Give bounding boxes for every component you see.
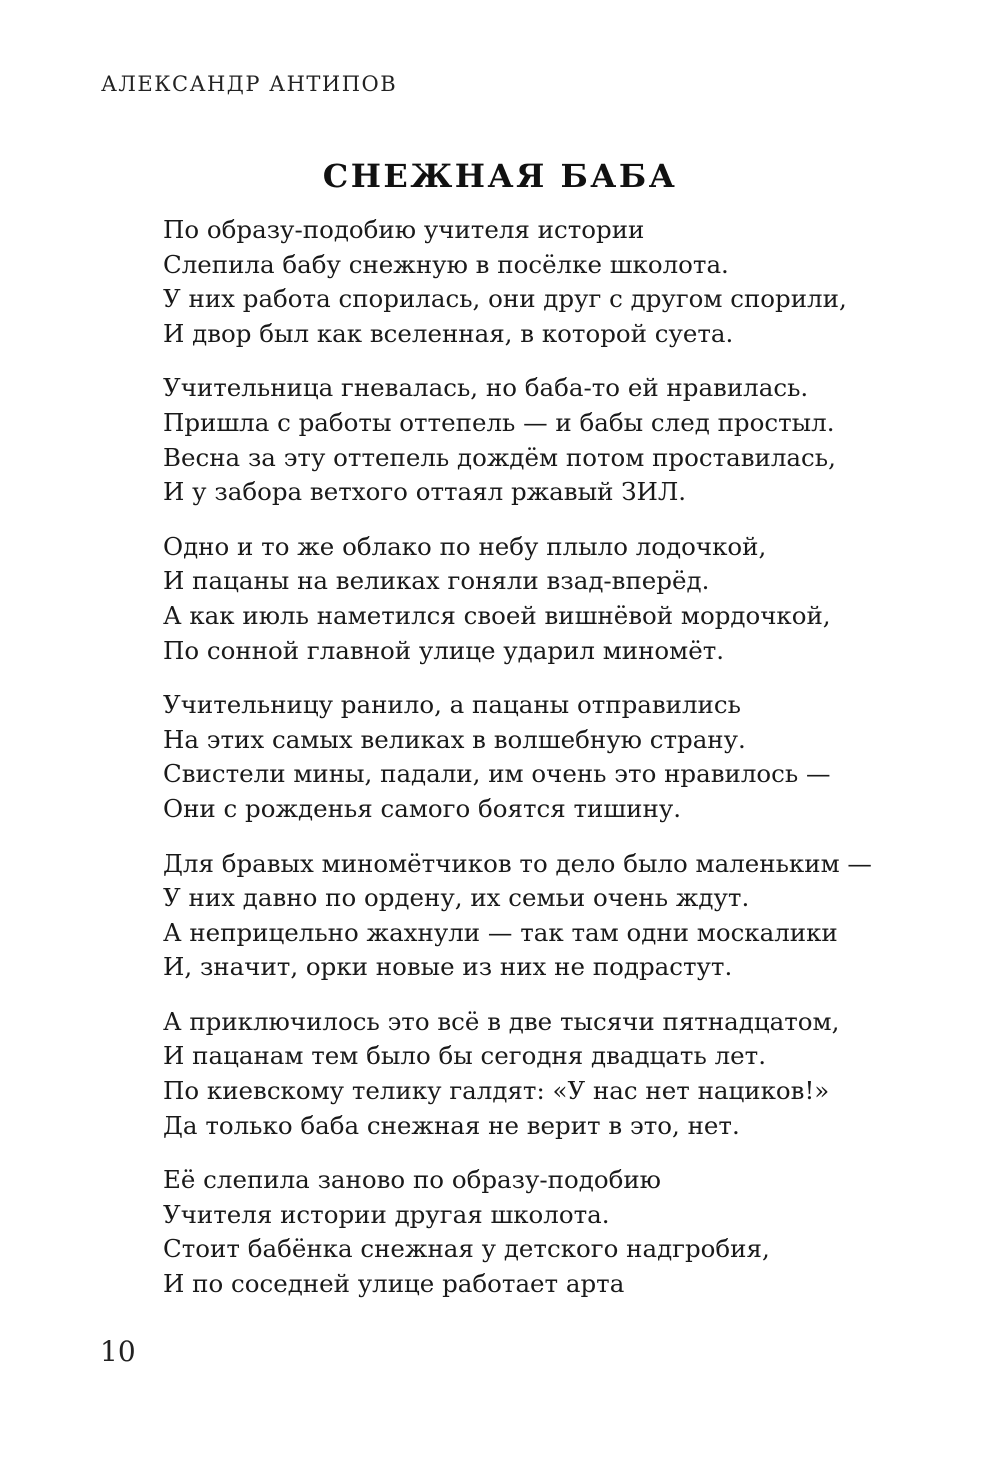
running-head-author: АЛЕКСАНДР АНТИПОВ	[101, 72, 398, 96]
poem-line: На этих самых великах в волшебную страну.	[163, 724, 746, 754]
poem-line: У них работа спорилась, они друг с другом спорили,	[163, 284, 847, 314]
poem-line: Учительница гневалась, но баба-то ей нравилась.	[163, 373, 809, 403]
poem-line: Для бравых миномётчиков то дело было маленьким —	[163, 848, 872, 878]
stanza-4	[163, 688, 943, 826]
poem-line: А неприцельно жахнули — так там одни москалики	[163, 917, 838, 947]
poem-line: А приключилось это всё в две тысячи пятнадцатом,	[163, 1006, 840, 1036]
stanza-3	[163, 530, 943, 668]
stanza-7	[163, 1163, 943, 1301]
poem-line: По киевскому телику галдят: «У нас нет нациков!»	[163, 1076, 830, 1106]
poem-line: И по соседней улице работает арта	[163, 1269, 625, 1299]
page-number: 10	[100, 1335, 136, 1368]
poem-line: И у забора ветхого оттаял ржавый ЗИЛ.	[163, 477, 687, 507]
stanza-2	[163, 371, 943, 509]
poem-line: По образу-подобию учителя истории	[163, 215, 645, 244]
stanza-5	[163, 847, 943, 985]
poem-line: Стоит бабёнка снежная у детского надгробия,	[163, 1234, 770, 1264]
poem-line: Учительницу ранило, а пацаны отправились	[163, 690, 741, 720]
poem-line: И, значит, орки новые из них не подрастут.	[163, 952, 733, 982]
poem-line: А как июль наметился своей вишнёвой мордочкой,	[163, 600, 831, 630]
poem-line: И двор был как вселенная, в которой суета.	[163, 318, 734, 348]
poem-line: Весна за эту оттепель дождём потом проставилась,	[163, 442, 836, 472]
poem-line: У них давно по ордену, их семьи очень ждут.	[163, 883, 750, 913]
stanza-1	[163, 213, 943, 351]
poem-line: И пацанам тем было бы сегодня двадцать лет.	[163, 1041, 767, 1071]
poem-body	[163, 213, 943, 1322]
poem-line: Свистели мины, падали, им очень это нравилось —	[163, 759, 831, 789]
poem-line: Пришла с работы оттепель — и бабы след простыл.	[163, 407, 835, 437]
poem-line: По сонной главной улице ударил миномёт.	[163, 635, 725, 665]
poem-line: Они с рожденья самого боятся тишину.	[163, 793, 682, 823]
poem-line: Слепила бабу снежную в посёлке школота.	[163, 249, 729, 279]
poem-line: И пацаны на великах гоняли взад-вперёд.	[163, 566, 710, 596]
stanza-6	[163, 1005, 943, 1143]
poem-title: СНЕЖНАЯ БАБА	[322, 157, 678, 195]
poem-line: Учителя истории другая школота.	[163, 1199, 610, 1229]
poem-line: Одно и то же облако по небу плыло лодочкой,	[163, 531, 767, 561]
poem-line: Её слепила заново по образу-подобию	[163, 1165, 661, 1195]
poem-line: Да только баба снежная не верит в это, нет.	[163, 1110, 740, 1140]
